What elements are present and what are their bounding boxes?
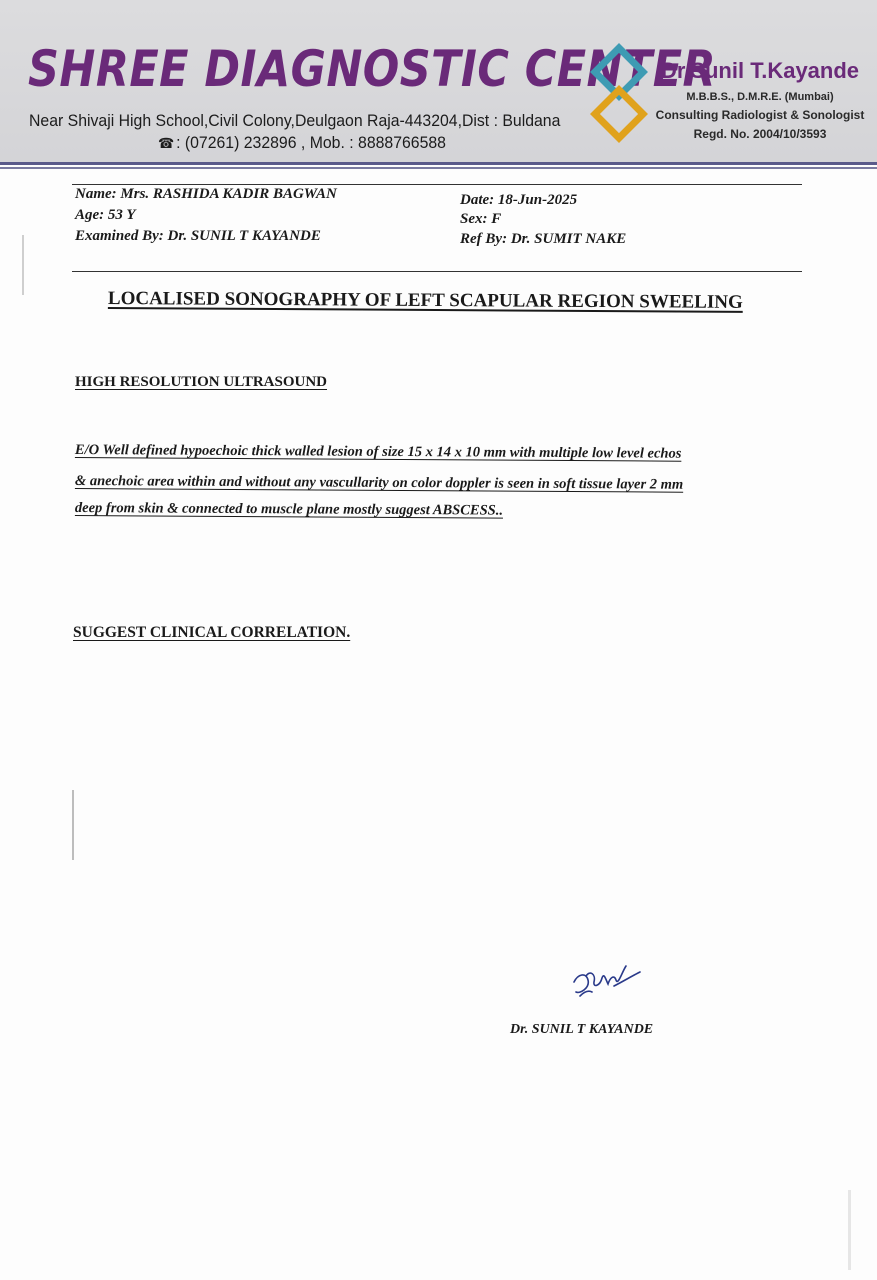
report-title: LOCALISED SONOGRAPHY OF LEFT SCAPULAR REGION SWEELING (107, 288, 743, 313)
patient-age: Age: 53 Y (75, 207, 136, 223)
telephone-icon: ☎ (158, 135, 175, 151)
finding-line: deep from skin & connected to muscle plane mostly suggest ABSCESS.. (74, 500, 504, 519)
header-divider-secondary (0, 167, 877, 169)
doctor-details (650, 58, 870, 141)
patient-name: Name: Mrs. RASHIDA KADIR BAGWAN (75, 186, 337, 202)
signature-icon (566, 952, 646, 1004)
finding-line: E/O Well defined hypoechoic thick walled lesion of size 15 x 14 x 10 mm with multiple low level echos (74, 442, 682, 462)
contact-numbers: : (07261) 232896 , Mob. : 8888766588 (176, 133, 446, 152)
scan-artifact (848, 1190, 851, 1270)
patient-top-rule (72, 184, 802, 185)
center-contact (158, 133, 446, 153)
header-divider (0, 162, 877, 165)
section-heading: HIGH RESOLUTION ULTRASOUND (75, 374, 328, 390)
patient-sex: Sex: F (460, 211, 502, 227)
doctor-qualifications: M.B.B.S., D.M.R.E. (Mumbai) (686, 91, 834, 103)
finding-line: & anechoic area within and without any vascullarity on color doppler is seen in soft tissue layer 2 mm (74, 473, 684, 493)
referred-by: Ref By: Dr. SUMIT NAKE (460, 231, 627, 247)
center-name: SHREE DIAGNOSTIC CENTER (28, 40, 717, 98)
clinical-suggestion: SUGGEST CLINICAL CORRELATION. (73, 624, 351, 641)
doctor-designation: Consulting Radiologist & Sonologist (655, 108, 865, 122)
signatory-name: Dr. SUNIL T KAYANDE (510, 1022, 654, 1037)
patient-bottom-rule (72, 271, 802, 272)
scan-artifact (22, 235, 24, 295)
diamond-logo-icon (588, 42, 650, 150)
letterhead (0, 0, 877, 162)
scan-artifact (72, 790, 74, 860)
doctor-registration: Regd. No. 2004/10/3593 (693, 127, 827, 141)
report-date: Date: 18-Jun-2025 (460, 192, 578, 208)
examined-by: Examined By: Dr. SUNIL T KAYANDE (75, 228, 321, 244)
center-address: Near Shivaji High School,Civil Colony,Deulgaon Raja-443204,Dist : Buldana (29, 111, 561, 130)
doctor-name: Dr.Sunil T.Kayande (660, 58, 860, 83)
